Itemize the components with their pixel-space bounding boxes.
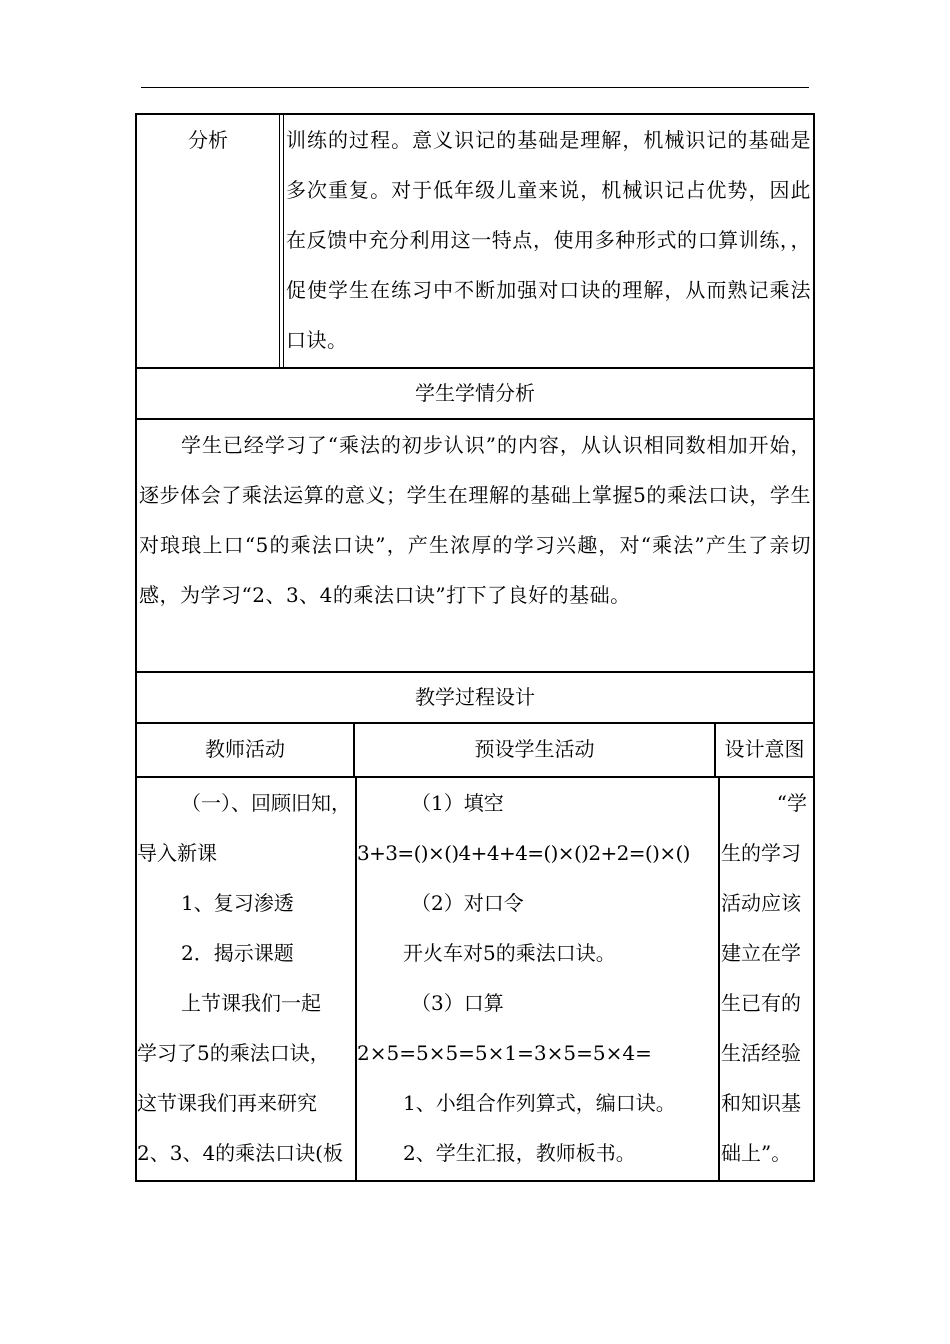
teacher-activity-cell: [137, 778, 357, 1180]
teacher-line: （一）、回顾旧知，: [181, 791, 351, 815]
student-line: （2）对口令: [411, 891, 524, 915]
student-line: 3+3=()×()4+4+4=()×()2+2=()×(): [357, 841, 690, 865]
student-line: 1、小组合作列算式，编口诀。: [403, 1091, 676, 1115]
student-analysis-row: [137, 420, 813, 673]
student-line: 2、学生汇报，教师板书。: [403, 1141, 636, 1165]
intent-line: 活动应该: [721, 891, 801, 915]
student-line: 开火车对5的乘法口诀。: [403, 941, 616, 965]
student-activity-cell: [357, 778, 720, 1180]
analysis-label: 分析: [137, 115, 280, 367]
student-analysis-heading: 学生学情分析: [415, 381, 535, 405]
analysis-row: [137, 115, 813, 369]
teacher-line: 2、3、4的乘法口诀(板: [137, 1141, 343, 1165]
column-header-teacher: 教师活动: [137, 724, 355, 776]
header-rule: [141, 87, 809, 88]
intent-line: 建立在学: [721, 941, 801, 965]
intent-line: 生活经验: [721, 1041, 801, 1065]
design-intent-cell: [720, 778, 813, 1180]
intent-line: 生已有的: [721, 991, 801, 1015]
column-header-student: 预设学生活动: [355, 724, 716, 776]
intent-line: 础上”。: [721, 1141, 792, 1165]
teacher-line: 上节课我们一起: [181, 991, 321, 1015]
analysis-text: 训练的过程。意义识记的基础是理解，机械识记的基础是多次重复。对于低年级儿童来说，机械识记占优势，因此在反馈中充分利用这一特点，使用多种形式的口算训练，，促使学生在练习中不断加强对口诀的理解，从而熟记乘法口诀。: [283, 115, 813, 367]
student-analysis-text: 学生已经学习了“乘法的初步认识”的内容，从认识相同数相加开始，逐步体会了乘法运算的意义；学生在理解的基础上掌握5的乘法口诀，学生对琅琅上口“5的乘法口诀”，产生浓厚的学习兴趣，对“乘法”产生了亲切感，为学习“2、3、4的乘法口诀”打下了良好的基础。: [139, 433, 811, 607]
process-heading: 教学过程设计: [415, 685, 535, 709]
intent-line: 生的学习: [721, 841, 801, 865]
process-heading-row: [137, 673, 813, 724]
teacher-line: 1、复习渗透: [181, 891, 294, 915]
student-analysis-heading-row: [137, 369, 813, 420]
teacher-line: 学习了5的乘法口诀，: [137, 1041, 330, 1065]
student-line: （1）填空: [411, 791, 504, 815]
process-body-row: [137, 778, 813, 1180]
teacher-line: 导入新课: [137, 841, 217, 865]
teacher-line: 2．揭示课题: [181, 941, 294, 965]
column-header-intent: 设计意图: [724, 737, 805, 761]
student-line: 2×5=5×5=5×1=3×5=5×4=: [357, 1041, 652, 1065]
lesson-plan-table: [135, 113, 815, 1182]
intent-line: “学: [776, 791, 807, 815]
process-column-header-row: [137, 724, 813, 778]
intent-line: 和知识基: [721, 1091, 801, 1115]
teacher-line: 这节课我们再来研究: [137, 1091, 317, 1115]
student-line: （3）口算: [411, 991, 504, 1015]
